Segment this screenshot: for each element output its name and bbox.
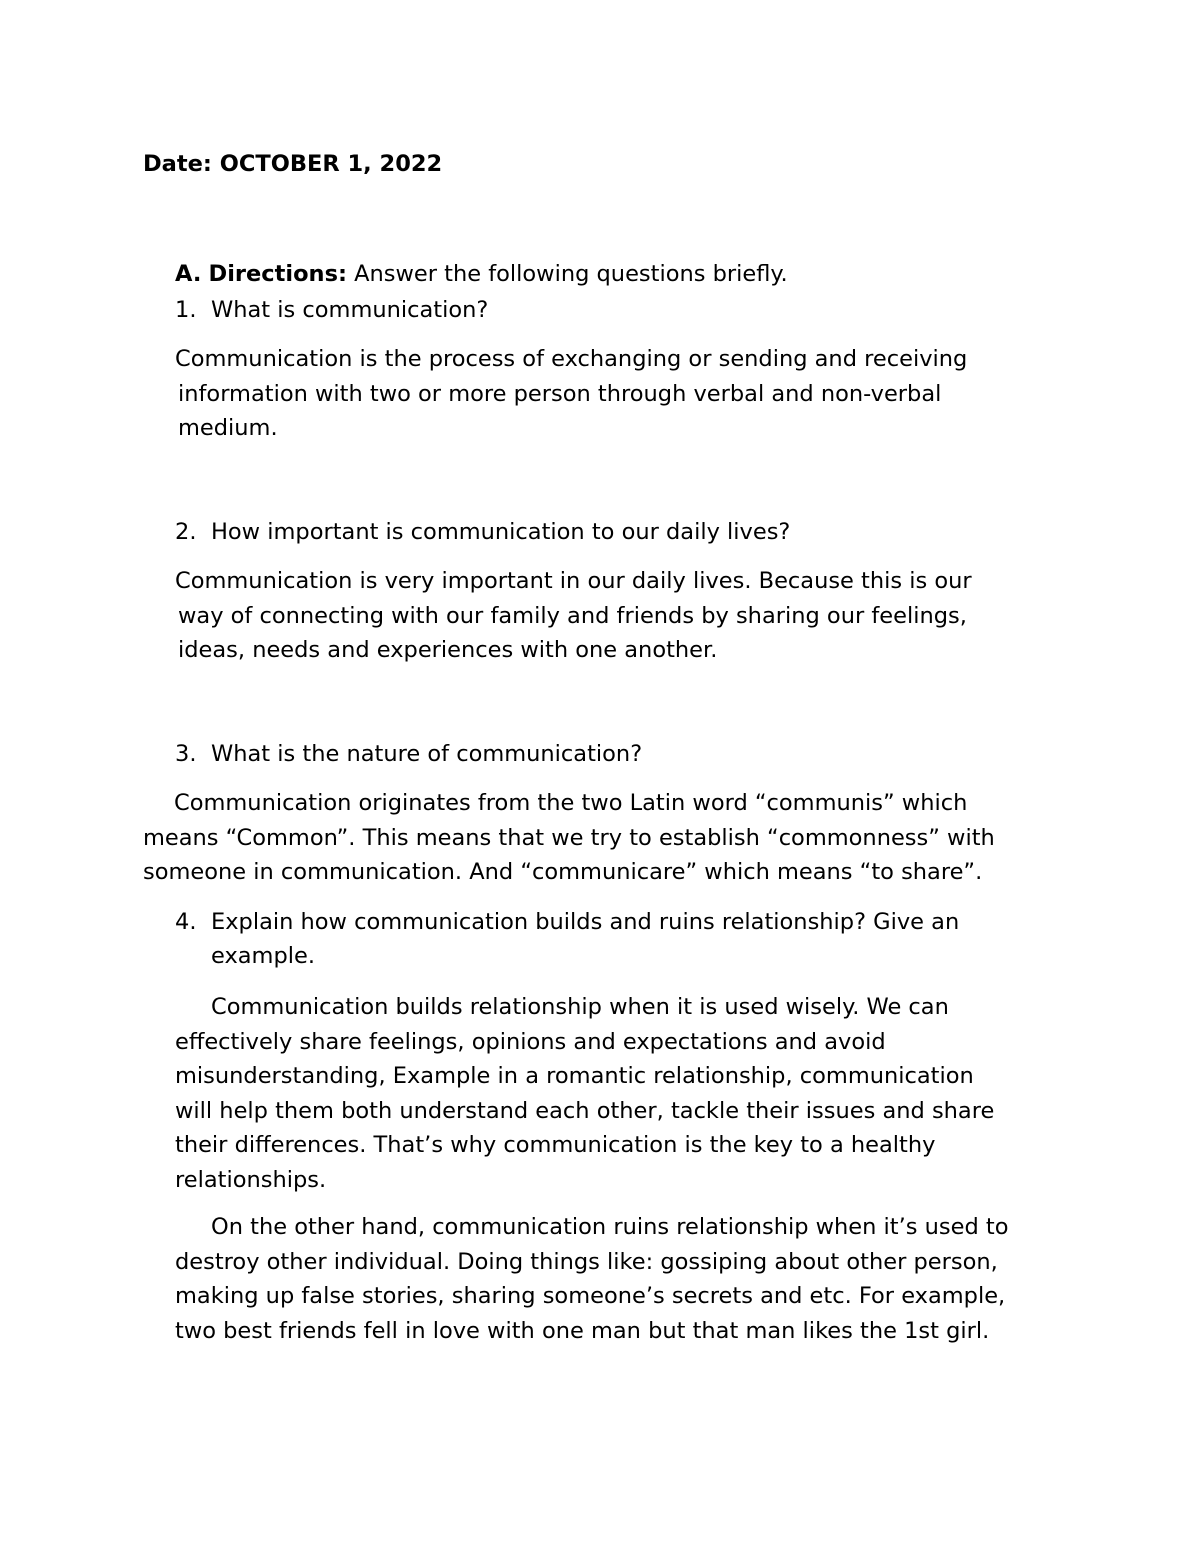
- date-heading: Date: OCTOBER 1, 2022: [143, 151, 443, 177]
- answer-2-line: Communication is very important in our daily lives. Because this is our: [175, 568, 972, 594]
- answer-1-line: medium.: [178, 415, 278, 441]
- answer-1-line: Communication is the process of exchanging or sending and receiving: [175, 346, 968, 372]
- question-4-number: 4.: [175, 909, 197, 935]
- answer-4-line: their differences. That’s why communication is the key to a healthy: [175, 1132, 936, 1158]
- answer-2: [175, 564, 972, 668]
- answer-4-line: will help them both understand each other, tackle their issues and share: [175, 1097, 995, 1124]
- answer-4-line: misunderstanding, Example in a romantic relationship, communication: [175, 1063, 974, 1089]
- answer-3-line: someone in communication. And “communicare” which means “to share”.: [143, 859, 983, 885]
- answer-3: [143, 786, 995, 890]
- question-2-number: 2.: [175, 519, 197, 545]
- directions-line: [175, 257, 788, 291]
- question-2-text: How important is communication to our daily lives?: [211, 519, 791, 545]
- question-4-line: Explain how communication builds and ruins relationship? Give an: [211, 909, 960, 935]
- section-letter: A.: [175, 261, 202, 287]
- answer-4-paragraph-2: [175, 1210, 1009, 1348]
- answer-4-line: relationships.: [175, 1166, 327, 1193]
- answer-1: [175, 342, 967, 446]
- answer-4-line: effectively share feelings, opinions and expectations and avoid: [175, 1028, 886, 1055]
- answer-3-line: means “Common”. This means that we try to establish “commonness” with: [143, 824, 995, 851]
- answer-1-line: information with two or more person through verbal and non-verbal: [178, 380, 942, 407]
- answer-4-line: two best friends fell in love with one man but that man likes the 1st girl.: [175, 1317, 990, 1344]
- directions-label: Directions:: [208, 261, 347, 287]
- answer-4-line: Communication builds relationship when it is used wisely. We can: [211, 994, 949, 1020]
- answer-4-line: On the other hand, communication ruins relationship when it’s used to: [211, 1214, 1009, 1240]
- directions-text: Answer the following questions briefly.: [354, 261, 788, 287]
- answer-4-line: making up false stories, sharing someone’s secrets and etc. For example,: [175, 1283, 1006, 1309]
- question-1-number: 1.: [175, 297, 197, 323]
- question-3-number: 3.: [175, 741, 197, 767]
- answer-2-line: ideas, needs and experiences with one another.: [178, 637, 718, 663]
- answer-2-line: way of connecting with our family and friends by sharing our feelings,: [178, 602, 967, 629]
- question-4-text: [211, 905, 959, 973]
- answer-4-paragraph-1: [175, 990, 994, 1197]
- question-4-line: example.: [211, 943, 315, 969]
- answer-4-line: destroy other individual. Doing things like: gossiping about other person,: [175, 1248, 998, 1275]
- question-3-text: What is the nature of communication?: [211, 741, 643, 767]
- answer-3-line: Communication originates from the two Latin word “communis” which: [174, 790, 968, 816]
- question-1-text: What is communication?: [211, 297, 489, 323]
